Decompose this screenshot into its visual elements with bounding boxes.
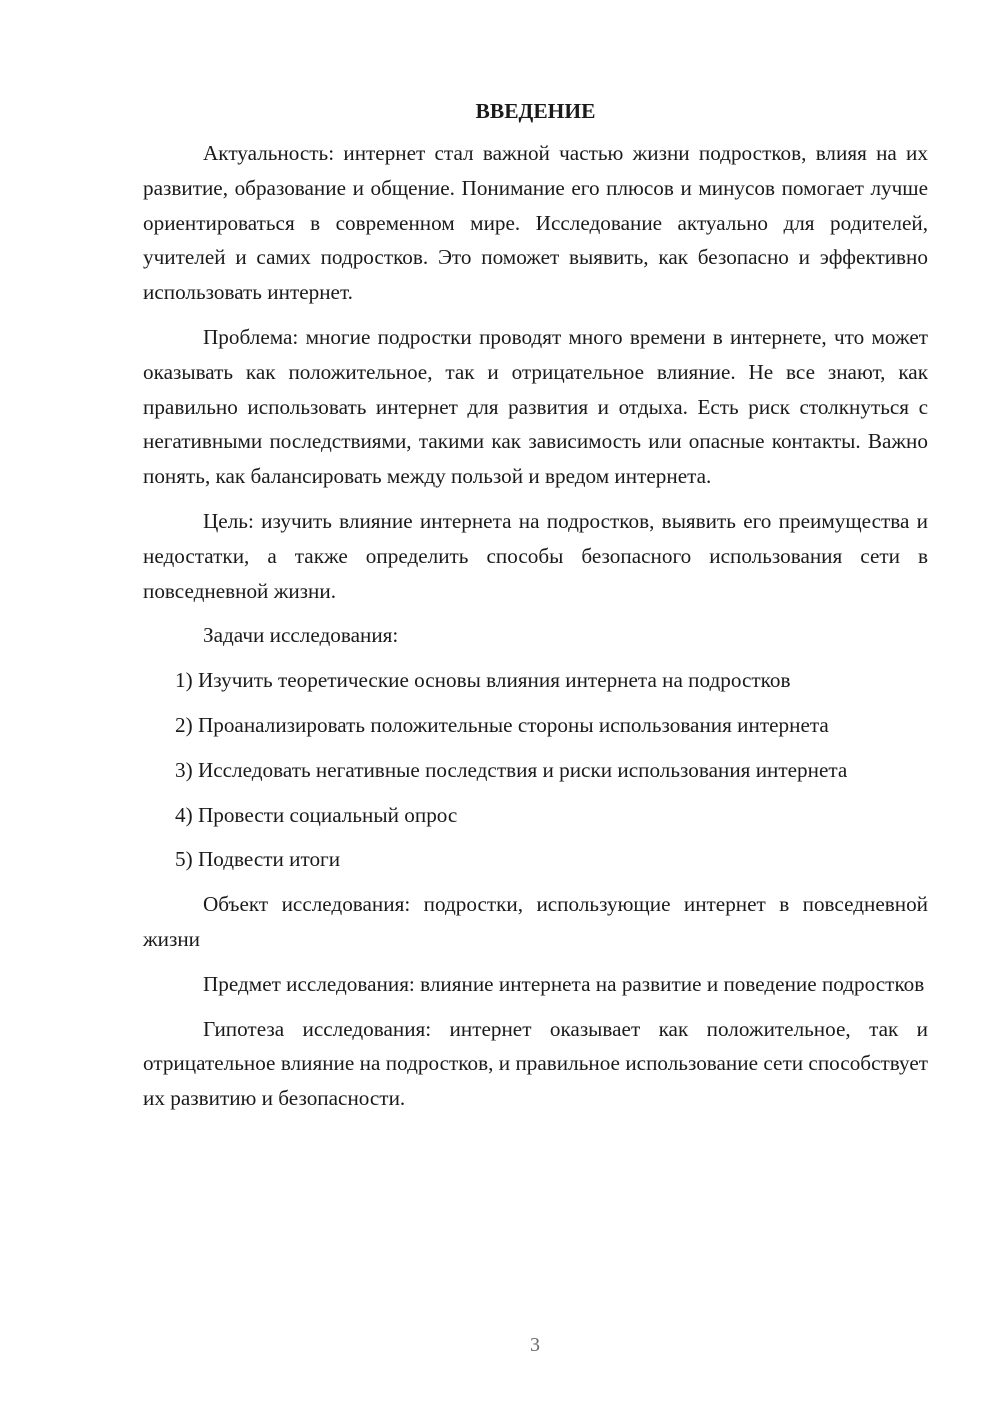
page-number: 3 — [530, 1334, 540, 1356]
hypothesis-paragraph: Гипотеза исследования: интернет оказывает как положительное, так и отрицательное влияние на подростков, и правильное использование сети способствует их развитию и безопасности. — [143, 1016, 928, 1111]
document-title: ВВЕДЕНИЕ — [475, 99, 596, 123]
goal-paragraph: Цель: изучить влияние интернета на подростков, выявить его преимущества и недостатки, а также определить способы безопасного использования сети в повседневной жизни. — [143, 508, 928, 603]
subject-paragraph: Предмет исследования: влияние интернета на развитие и поведение подростков — [203, 971, 925, 996]
task-item-4: 4) Провести социальный опрос — [175, 802, 458, 827]
problem-paragraph: Проблема: многие подростки проводят много времени в интернете, что может оказывать как положительное, так и отрицательное влияние. Не все знают, как правильно использовать интернет для развития и отдыха. Есть риск столкнуться с негативными последствиями, такими как зависимость или опасные контакты. Важно понять, как балансировать между пользой и вредом интернета. — [143, 324, 928, 489]
document-page — [143, 96, 928, 1126]
tasks-heading: Задачи исследования: — [203, 623, 399, 648]
task-item-5: 5) Подвести итоги — [175, 847, 341, 872]
object-paragraph: Объект исследования: подростки, использующие интернет в повседневной жизни — [143, 892, 928, 951]
task-item-3: 3) Исследовать негативные последствия и риски использования интернета — [175, 757, 848, 782]
task-item-1: 1) Изучить теоретические основы влияния интернета на подростков — [175, 668, 791, 693]
relevance-paragraph: Актуальность: интернет стал важной частью жизни подростков, влияя на их развитие, образование и общение. Понимание его плюсов и минусов помогает лучше ориентироваться в современном мире. Исследование актуально для родителей, учителей и самих подростков. Это поможет выявить, как безопасно и эффективно использовать интернет. — [143, 141, 928, 305]
task-item-2: 2) Проанализировать положительные стороны использования интернета — [175, 712, 829, 737]
